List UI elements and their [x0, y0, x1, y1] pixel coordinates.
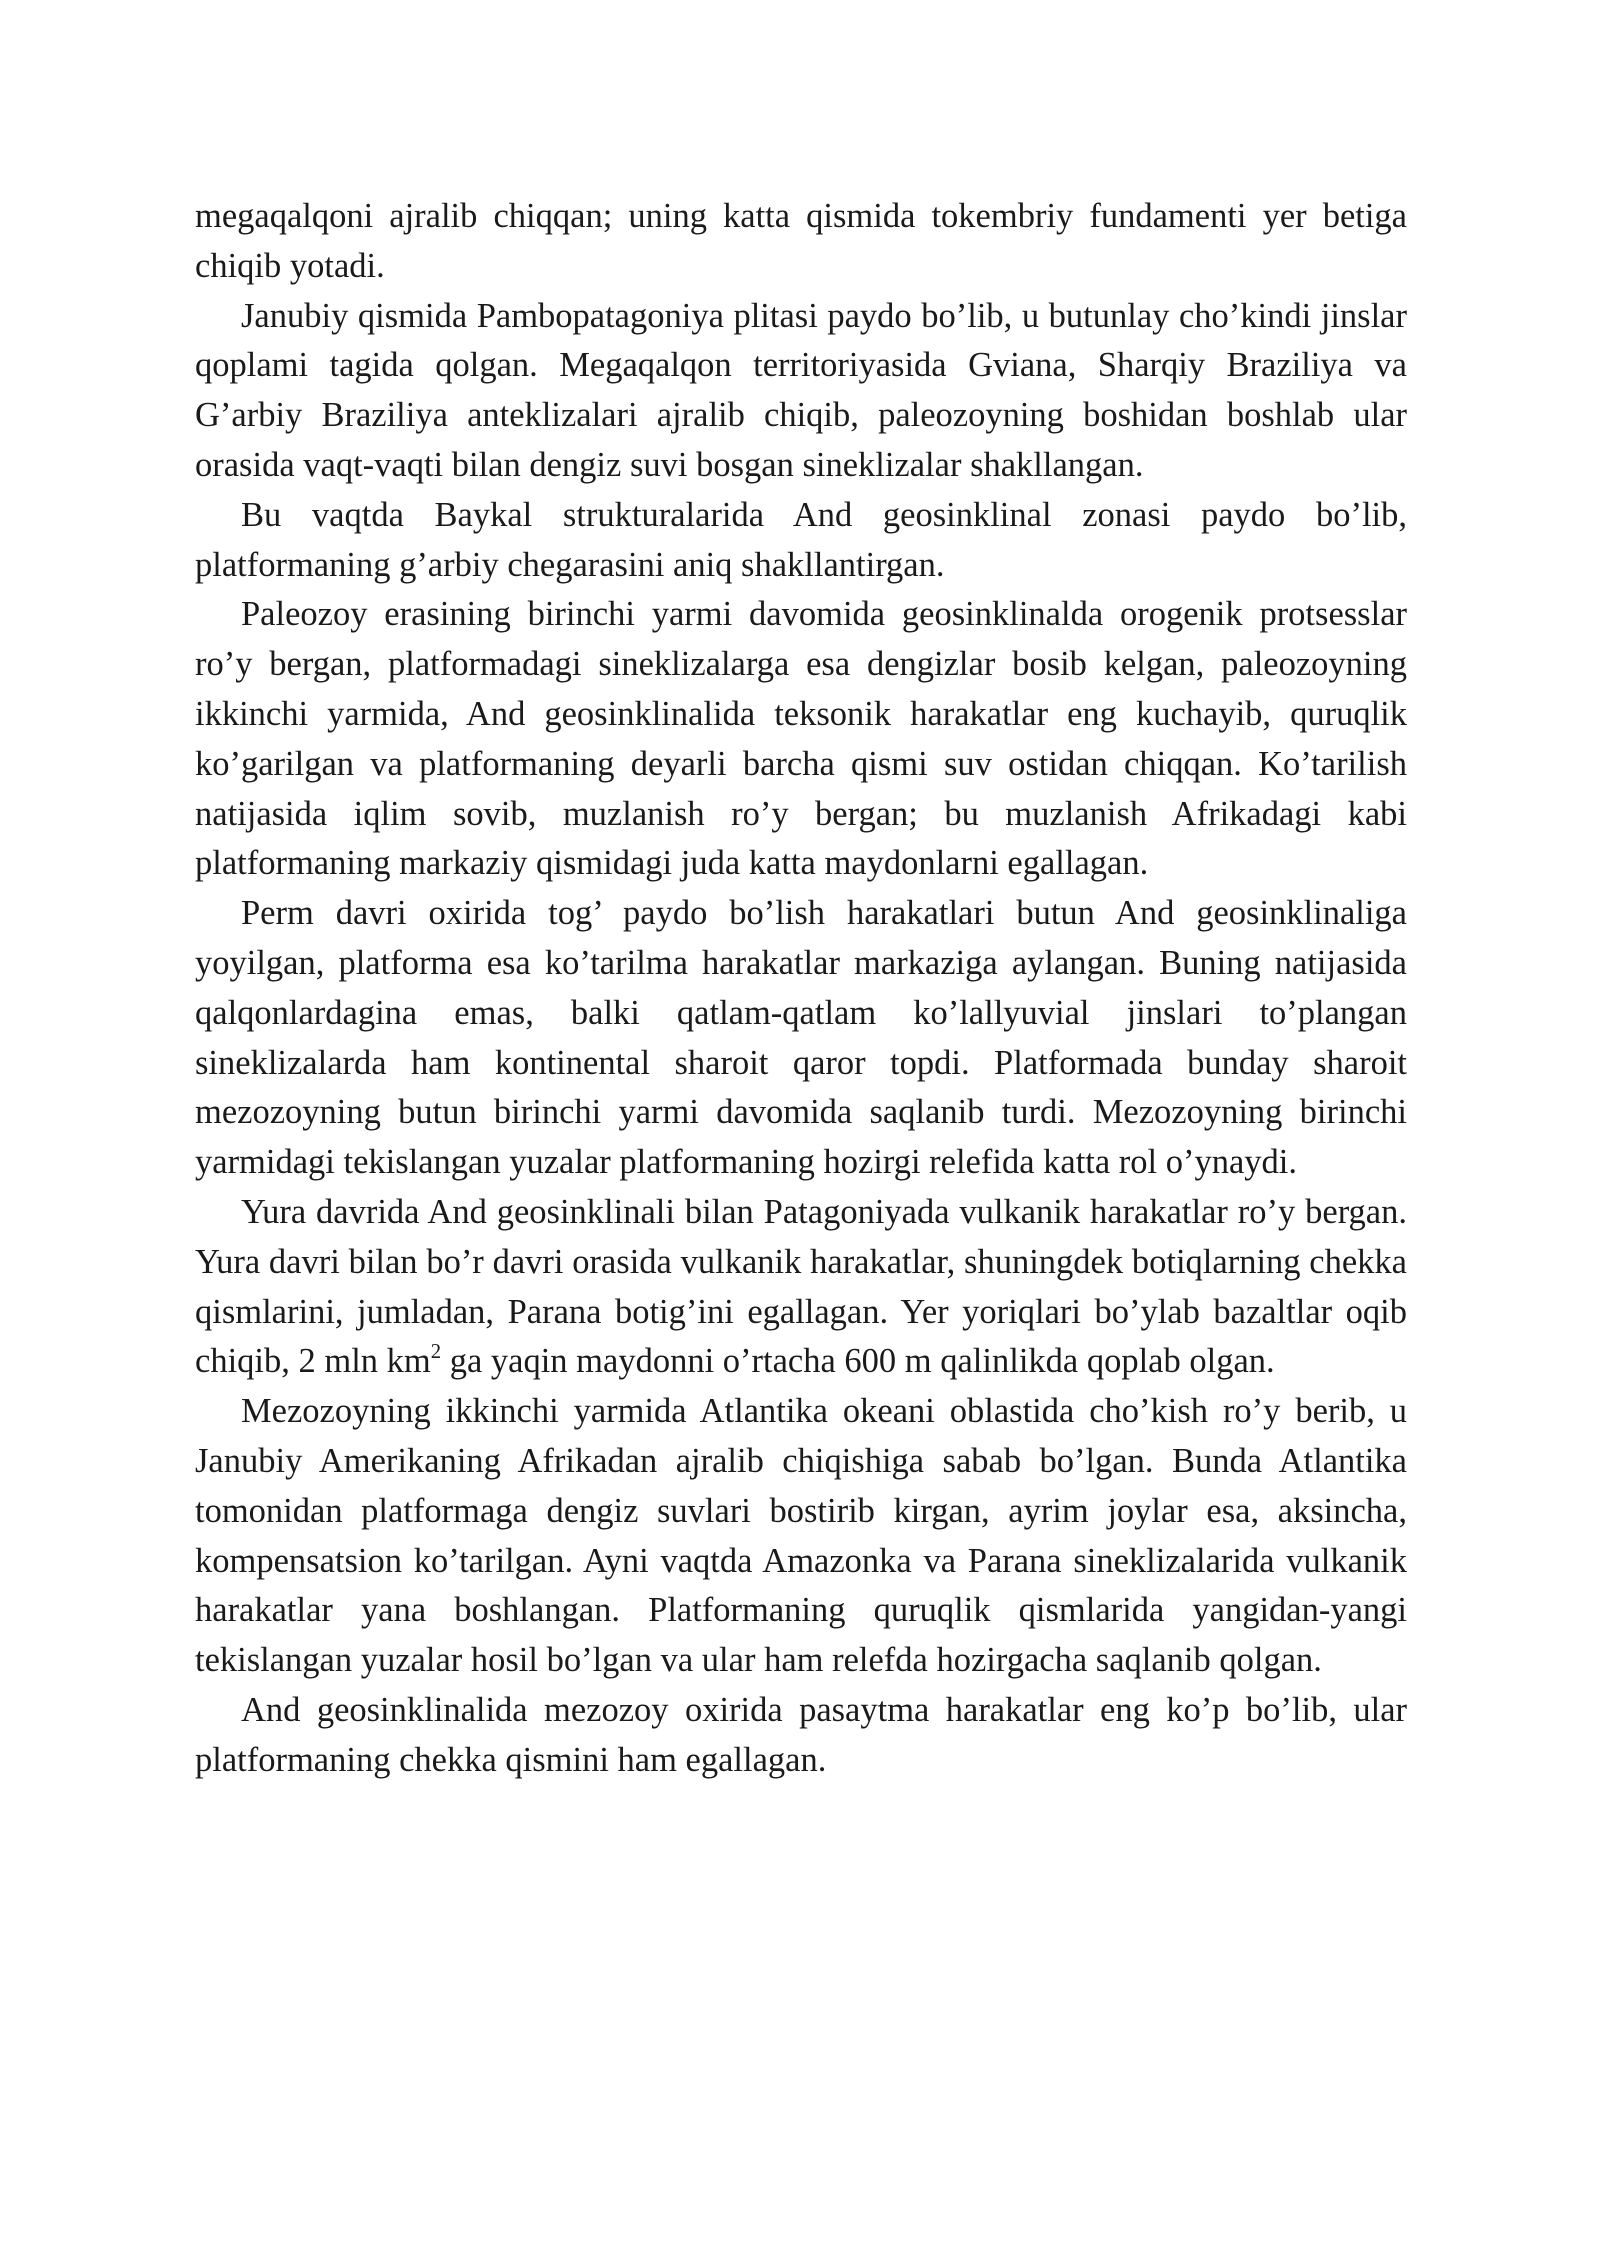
paragraph-7: Mezozoyning ikkinchi yarmida Atlantika okeani oblastida cho’kish ro’y berib, u Janubiy Amerikaning Afrikadan ajralib chiqishiga sabab bo’lgan. Bunda Atlantika tomonidan platformaga dengiz suvlari bostirib kirgan, ayrim joylar esa, aksincha, kompensatsion ko’tarilgan. Ayni vaqtda Amazonka va Parana sineklizalarida vulkanik harakatlar yana boshlangan. Platformaning quruqlik qismlarida yangidan-yangi tekislangan yuzalar hosil bo’lgan va ular ham relefda hozirgacha saqlanib qolgan.: [195, 1392, 1407, 1680]
paragraph-5: Perm davri oxirida tog’ paydo bo’lish harakatlari butun And geosinklinaliga yoyilgan, platforma esa ko’tarilma harakatlar markaziga aylangan. Buning natijasida qalqonlardagina emas, balki qatlam-qatlam ko’lallyuvial jinslari to’plangan sineklizalarda ham kontinental sharoit qaror topdi. Platformada bunday sharoit mezozoyning butun birinchi yarmi davomida saqlanib turdi. Mezozoyning birinchi yarmidagi tekislangan yuzalar platformaning hozirgi relefida katta rol o’ynaydi.: [195, 894, 1407, 1182]
paragraph-6-text-after: ga yaqin maydonni o’rtacha 600 m qalinlikda qoplab olgan.: [441, 1342, 1275, 1381]
paragraph-8: And geosinklinalida mezozoy oxirida pasaytma harakatlar eng ko’p bo’lib, ular platformaning chekka qismini ham egallagan.: [195, 1690, 1407, 1779]
document-body: [195, 192, 1407, 1786]
paragraph-2: Janubiy qismida Pambopatagoniya plitasi paydo bo’lib, u butunlay cho’kindi jinslar qoplami tagida qolgan. Megaqalqon territoriyasida Gviana, Sharqiy Braziliya va G’arbiy Braziliya anteklizalari ajralib chiqib, paleozoyning boshidan boshlab ular orasida vaqt-vaqti bilan dengiz suvi bosgan sineklizalar shakllangan.: [195, 296, 1407, 484]
paragraph-1: megaqalqoni ajralib chiqqan; uning katta qismida tokembriy fundamenti yer betiga chiqib yotadi.: [195, 197, 1407, 285]
paragraph-4: Paleozoy erasining birinchi yarmi davomida geosinklinalda orogenik protsesslar ro’y bergan, platformadagi sineklizalarga esa dengizlar bosib kelgan, paleozoyning ikkinchi yarmida, And geosinklinalida teksonik harakatlar eng kuchayib, quruqlik ko’garilgan va platformaning deyarli barcha qismi suv ostidan chiqqan. Ko’tarilish natijasida iqlim sovib, muzlanish ro’y bergan; bu muzlanish Afrikadagi kabi platformaning markaziy qismidagi juda katta maydonlarni egallagan.: [195, 595, 1407, 883]
paragraph-6-text-before: Yura davrida And geosinklinali bilan Patagoniyada vulkanik harakatlar ro’y bergan. Yura davri bilan bo’r davri orasida vulkanik harakatlar, shuningdek botiqlarning chekka qismlarini, jumladan, Parana botig’ini egallagan. Yer yoriqlari bo’ylab bazaltlar oqib chiqib, 2 mln km: [195, 1192, 1407, 1381]
paragraph-6: [195, 1188, 1407, 1387]
square-superscript: 2: [430, 1340, 442, 1363]
paragraph-3: Bu vaqtda Baykal strukturalarida And geosinklinal zonasi paydo bo’lib, platformaning g’arbiy chegarasini aniq shakllantirgan.: [195, 495, 1407, 584]
